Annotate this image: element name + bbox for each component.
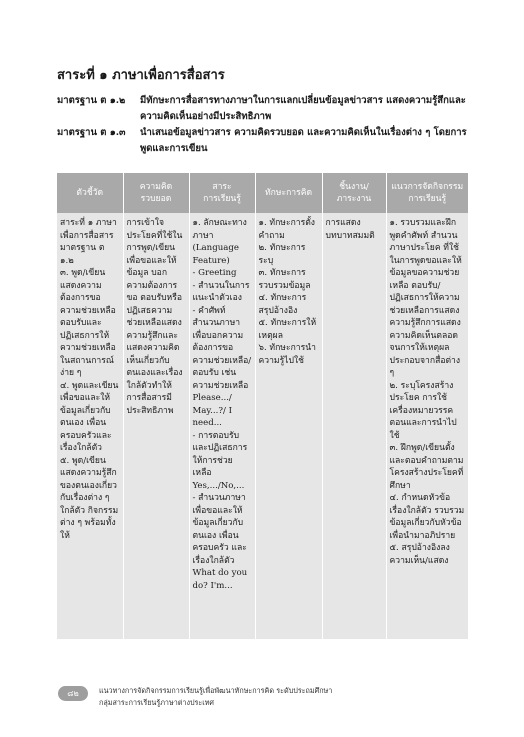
standard-label: มาตรฐาน ต ๑.๓ — [57, 127, 126, 138]
cell-activities: ๑. รวบรวมและฝึกพูดคำศัพท์ สำนวนภาษาประโยค ที่ใช้ในการพูดขอและให้ข้อมูลขอความช่วยเหลือ ตอบรับ/ปฏิเสธการให้ความช่วยเหลือการแสดงความรู้สึกการแสดงความคิดเห็นตลอดจนการให้เหตุผลประกอบจากสื่อต่าง ๆ ๒. ระบุโครงสร้างประโยค การใช้เครื่องหมายวรรคตอนและการนำไปใช้ ๓. ฝึกพูด/เขียนตั้งและตอบคำถามตามโครงสร้างประโยคที่ศึกษา ๔. กำหนดหัวข้อเรื่องใกล้ตัว รวบรวมข้อมูลเกี่ยวกับหัวข้อเพื่อนำมาอภิปราย ๕. สรุปอ้างอิงลงความเห็น/แสดง — [386, 213, 468, 639]
footer-line-1: แนวทางการจัดกิจกรรมการเรียนรู้เพื่อพัฒนาทักษะการคิด ระดับประถมศึกษา — [99, 686, 333, 695]
footer-line-2: กลุ่มสาระการเรียนรู้ภาษาต่างประเทศ — [99, 698, 214, 707]
cell-indicator: สาระที่ ๑ ภาษาเพื่อการสื่อสาร มาตรฐาน ต ๑.๒ ๓. พูด/เขียนแสดงความต้องการขอความช่วยเหลือ ตอบรับและปฏิเสธการให้ความช่วยเหลือในสถานการณ์ง่าย ๆ ๔. พูดและเขียนเพื่อขอและให้ข้อมูลเกี่ยวกับตนเอง เพื่อนครอบครัวและเรื่องใกล้ตัว ๕. พูด/เขียนแสดงความรู้สึกของตนเองเกี่ยวกับเรื่องต่าง ๆ ใกล้ตัว กิจกรรมต่าง ๆ พร้อมทั้งให้ — [57, 213, 123, 639]
header-workpiece: ชิ้นงาน/ ภาระงาน — [322, 173, 386, 213]
section-heading: สาระที่ ๑ ภาษาเพื่อการสื่อสาร — [57, 68, 225, 83]
table-header-row — [57, 173, 468, 213]
standard-1 — [57, 93, 472, 125]
standard-label: มาตรฐาน ต ๑.๒ — [57, 95, 126, 106]
standard-2 — [57, 125, 472, 157]
header-activities: แนวการจัดกิจกรรม การเรียนรู้ — [386, 173, 468, 213]
table-row — [57, 213, 468, 639]
header-content: สาระ การเรียนรู้ — [189, 173, 255, 213]
header-indicator: ตัวชี้วัด — [57, 173, 123, 213]
cell-concept: การเข้าใจประโยคที่ใช้ในการพูด/เขียนเพื่อขอและให้ข้อมูล บอกความต้องการขอ ตอบรับหรือปฏิเสธความช่วยเหลือแสดงความรู้สึกและแสดงความคิดเห็นเกี่ยวกับตนเองและเรื่องใกล้ตัวทำให้การสื่อสารมีประสิทธิภาพ — [123, 213, 189, 639]
cell-workpiece: การแสดงบทบาทสมมติ — [322, 213, 386, 639]
cell-thinking-skills: ๑. ทักษะการตั้งคำถาม ๒. ทักษะการระบุ ๓. ทักษะการรวบรวมข้อมูล ๔. ทักษะการสรุปอ้างอิง ๕. ทักษะการให้เหตุผล ๖. ทักษะการนำความรู้ไปใช้ — [255, 213, 322, 639]
standard-text: มีทักษะการสื่อสารทางภาษาในการแลกเปลี่ยนข้อมูลข่าวสาร แสดงความรู้สึกและความคิดเห็นอย่างมีประสิทธิภาพ — [140, 95, 466, 122]
standard-text: นำเสนอข้อมูลข่าวสาร ความคิดรวบยอด และความคิดเห็นในเรื่องต่าง ๆ โดยการพูดและการเขียน — [140, 127, 467, 154]
header-concept: ความคิด รวบยอด — [123, 173, 189, 213]
header-thinking-skills: ทักษะการคิด — [255, 173, 322, 213]
curriculum-table — [57, 173, 468, 639]
cell-content: ๑. ลักษณะทางภาษา (Language Feature) - Greeting - สำนวนในการแนะนำตัวเอง - คำศัพท์ สำนวนภาษาเพื่อบอกความต้องการขอความช่วยเหลือ/ตอบรับ เช่น ความช่วยเหลือ Please.../ May...?/ I need... - การตอบรับและปฏิเสธการให้การช่วยเหลือ Yes,.../No,... - สำนวนภาษาเพื่อขอและให้ข้อมูลเกี่ยวกับตนเอง เพื่อนครอบครัว และเรื่องใกล้ตัว What do you do? I'm... — [189, 213, 255, 639]
page-number-badge: ๘๒ — [58, 686, 88, 701]
